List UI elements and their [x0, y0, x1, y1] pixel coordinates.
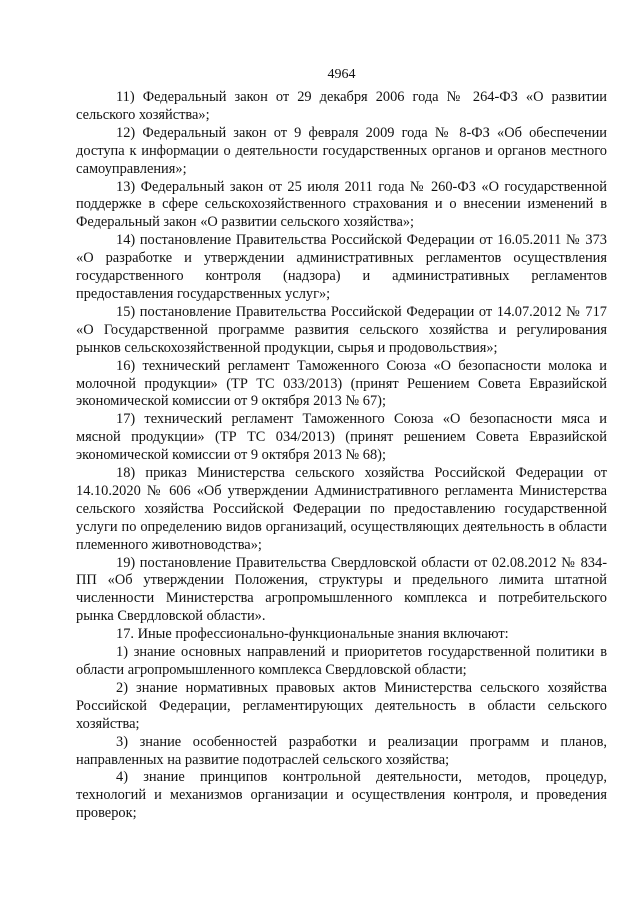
paragraph-item-11: 11) Федеральный закон от 29 декабря 2006 года № 264-ФЗ «О развитии сельского хозяйства»; [76, 89, 607, 123]
knowledge-item-4: 4) знание принципов контрольной деятельности, методов, процедур, технологий и механизмов организации и осуществления контроля, и проведения проверок; [76, 769, 607, 822]
knowledge-item-1: 1) знание основных направлений и приоритетов государственной политики в области агропромышленного комплекса Свердловской области; [76, 644, 607, 678]
paragraph-item-15: 15) постановление Правительства Российской Федерации от 14.07.2012 № 717 «О Государственной программе развития сельского хозяйства и регулирования рынков сельскохозяйственной продукции, сырья и продовольствия»; [76, 303, 607, 356]
paragraph-item-19: 19) постановление Правительства Свердловской области от 02.08.2012 № 834-ПП «Об утверждении Положения, структуры и предельного лимита штатной численности Министерства агропромышленного комплекса и потребительского рынка Свердловской области». [76, 554, 607, 625]
paragraph-item-17: 17) технический регламент Таможенного Союза «О безопасности мяса и мясной продукции» (ТР ТС 034/2013) (принят решением Совета Евразийской экономической комиссии от 9 октября 2013 № 68); [76, 411, 607, 464]
page-number: 4964 [327, 67, 356, 82]
knowledge-item-2: 2) знание нормативных правовых актов Министерства сельского хозяйства Российской Федерации, регламентирующих деятельность в области сельского хозяйства; [76, 679, 607, 732]
paragraph-item-12: 12) Федеральный закон от 9 февраля 2009 года № 8-ФЗ «Об обеспечении доступа к информации о деятельности государственных органов и органов местного самоуправления»; [76, 124, 607, 177]
document-body [76, 89, 607, 823]
paragraph-item-18: 18) приказ Министерства сельского хозяйства Российской Федерации от 14.10.2020 № 606 «Об утверждении Административного регламента Министерства сельского хозяйства Российской Федерации по предоставлению государственной услуги по определению видов организаций, осуществляющих деятельность в области племенного животноводства»; [76, 465, 607, 553]
paragraph-item-13: 13) Федеральный закон от 25 июля 2011 года № 260-ФЗ «О государственной поддержке в сфере сельскохозяйственного страхования и о внесении изменений в Федеральный закон «О развитии сельского хозяйства»; [76, 178, 607, 231]
paragraph-item-16: 16) технический регламент Таможенного Союза «О безопасности молока и молочной продукции» (ТР ТС 033/2013) (принят Решением Совета Евразийской экономической комиссии от 9 октября 2013 № 67); [76, 357, 607, 410]
paragraph-item-14: 14) постановление Правительства Российской Федерации от 16.05.2011 № 373 «О разработке и утверждении административных регламентов осуществления государственного контроля (надзора) и административных регламентов предоставления государственных услуг»; [76, 232, 607, 302]
knowledge-item-3: 3) знание особенностей разработки и реализации программ и планов, направленных на развитие подотраслей сельского хозяйства; [76, 733, 607, 768]
section-17-heading: 17. Иные профессионально-функциональные знания включают: [116, 626, 509, 643]
